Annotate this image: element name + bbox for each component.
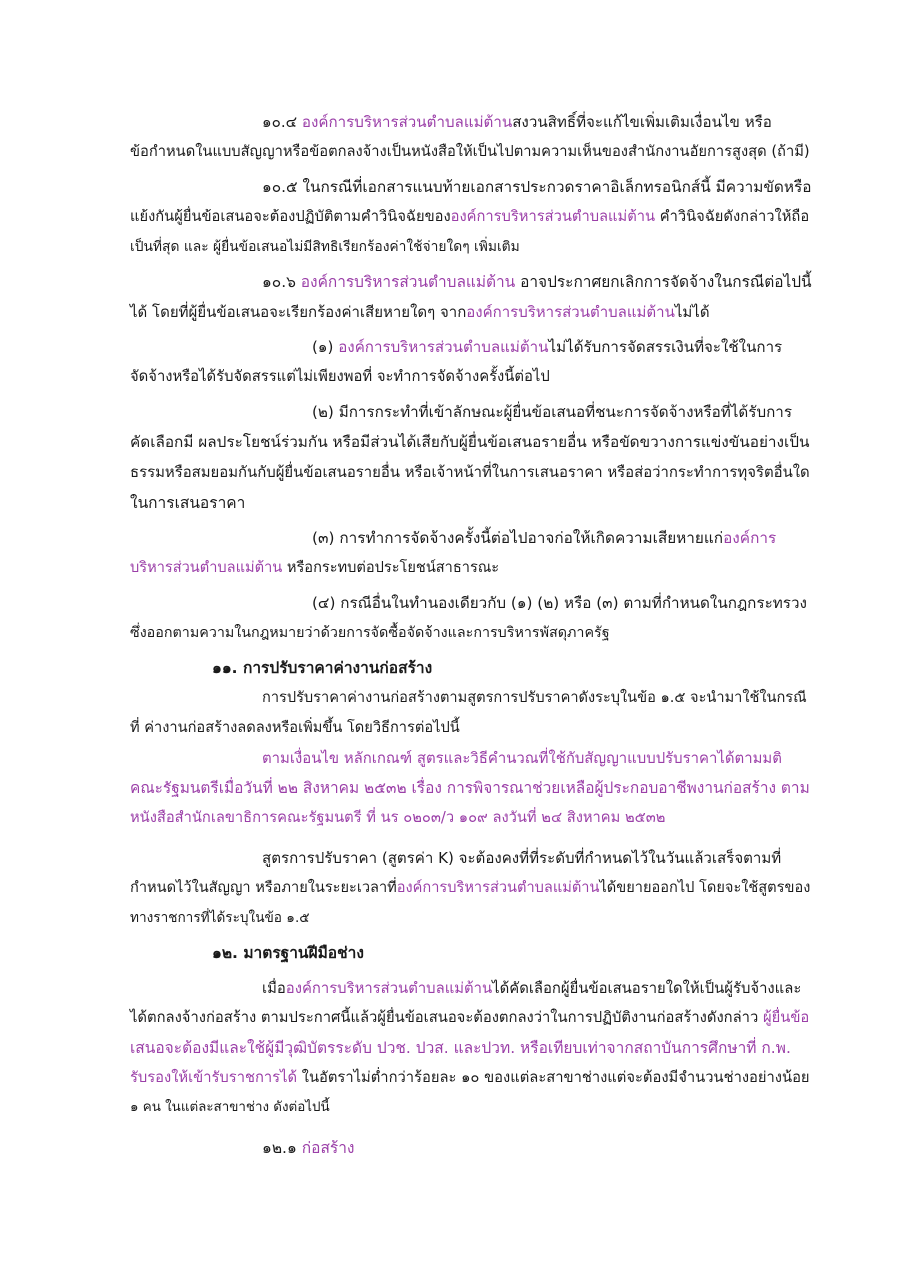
text-segment: (๓) การทำการจัดจ้างครั้งนี้ต่อไปอาจก่อให้เกิดความเสียหายแก่ [312,529,724,547]
text-line [262,1138,355,1158]
text-line [262,748,782,768]
highlighted-text: องค์การบริหารส่วนตำบลแม่ต้าน [300,273,516,291]
text-line [130,1008,809,1028]
text-line [130,718,460,738]
text-line [130,778,810,798]
text-line [130,1098,330,1118]
text-line [130,462,810,482]
text-segment: ในอัตราไม่ต่ำกว่าร้อยละ ๑๐ ของแต่ละสาขาช่างแต่จะต้องมีจำนวนช่างอย่างน้อย [297,1069,810,1086]
text-segment: เป็นที่สุด และ ผู้ยื่นข้อเสนอไม่มีสิทธิเรียกร้องค่าใช้จ่ายใดๆ เพิ่มเติม [130,239,520,255]
text-line [262,272,812,292]
text-segment: คัดเลือกมี ผลประโยชน์ร่วมกัน หรือมีส่วนได้เสียกับผู้ยื่นข้อเสนอรายอื่น หรือขัดขวางการแข่งขันอย่างเป็น [130,433,810,451]
text-line [312,402,792,422]
text-segment: คำวินิจฉัยดังกล่าวให้ถือ [655,208,810,225]
text-line [130,302,710,322]
highlighted-text: องค์การบริหารส่วนตำบลแม่ต้าน [338,338,549,356]
text-segment: (๒) มีการกระทำที่เข้าลักษณะผู้ยื่นข้อเสนอที่ชนะการจัดจ้างหรือที่ได้รับการ [312,403,792,421]
section-heading [212,943,364,963]
text-segment: ๑ คน ในแต่ละสาขาช่าง ดังต่อไปนี้ [130,1100,330,1115]
text-line [262,688,807,708]
text-line [262,978,801,998]
text-line [312,593,807,613]
highlighted-text: รับรองให้เข้ารับราชการได้ [130,1069,298,1086]
text-segment: แย้งกันผู้ยื่นข้อเสนอจะต้องปฏิบัติตามคำวินิจฉัยของ [130,208,451,225]
text-segment: ไม่ได้ [674,303,710,321]
text-segment: ได้คัดเลือกผู้ยื่นข้อเสนอรายใดให้เป็นผู้รับจ้างและ [492,979,802,997]
text-line [130,1038,791,1058]
highlighted-text: องค์การ [723,529,777,547]
highlighted-text: องค์การบริหารส่วนตำบลแม่ต้าน [450,208,656,225]
highlighted-text: ก่อสร้าง [301,1139,355,1157]
text-segment: ๑๐.๕ ในกรณีที่เอกสารแนบท้ายเอกสารประกวดราคาอิเล็กทรอนิกส์นี้ มีความขัดหรือ [262,178,812,196]
text-line [130,367,550,387]
text-line [262,848,781,868]
highlighted-text: ผู้ยื่นข้อ [762,1009,810,1026]
highlighted-text: องค์การบริหารส่วนตำบลแม่ต้าน [396,879,600,896]
text-segment: สงวนสิทธิ์ที่จะแก้ไขเพิ่มเติมเงื่อนไข หรือ [512,113,772,131]
text-line [262,177,812,197]
highlighted-text: คณะรัฐมนตรีเมื่อวันที่ ๒๒ สิงหาคม ๒๕๓๒ เรื่อง การพิจารณาช่วยเหลือผู้ประกอบอาชีพงานก่อสร้าง ตาม [130,779,810,797]
text-segment: กำหนดไว้ในสัญญา หรือภายในระยะเวลาที่ [130,879,397,896]
text-segment: อาจประกาศยกเลิกการจัดจ้างในกรณีต่อไปนี้ [515,273,812,291]
text-segment: (๔) กรณีอื่นในทำนองเดียวกับ (๑) (๒) หรือ (๓) ตามที่กำหนดในกฎกระทรวง [312,594,807,612]
text-line [130,207,809,227]
text-segment: จัดจ้างหรือได้รับจัดสรรแต่ไม่เพียงพอที่ จะทำการจัดจ้างครั้งนี้ต่อไป [130,368,550,385]
text-segment: ทางราชการที่ได้ระบุในข้อ ๑.๕ [130,910,310,926]
text-segment: หรือกระทบต่อประโยชน์สาธารณะ [282,559,500,576]
text-line [130,878,810,898]
section-heading [212,658,432,678]
text-line [312,337,782,357]
text-segment: ๑๑. การปรับราคาค่างานก่อสร้าง [212,659,433,677]
text-line [262,112,772,132]
text-segment: การปรับราคาค่างานก่อสร้างตามสูตรการปรับราคาดังระบุในข้อ ๑.๕ จะนำมาใช้ในกรณี [262,689,807,706]
highlighted-text: องค์การบริหารส่วนตำบลแม่ต้าน [466,303,675,321]
text-segment: ได้ตกลงจ้างก่อสร้าง ตามประกาศนี้แล้วผู้ยื่นข้อเสนอจะต้องตกลงว่าในการปฏิบัติงานก่อสร้างดังกล่าว [130,1009,763,1026]
highlighted-text: หนังสือสำนักเลขาธิการคณะรัฐมนตรี ที่ นร ๐๒๐๓/ว ๑๐๙ ลงวันที่ ๒๔ สิงหาคม ๒๕๓๒ [130,809,666,826]
text-segment: สูตรการปรับราคา (สูตรค่า K) จะต้องคงที่ที่ระดับที่กำหนดไว้ในวันแล้วเสร็จตามที่ [262,849,782,867]
text-line [130,432,809,452]
text-segment: ไม่ได้รับการจัดสรรเงินที่จะใช้ในการ [548,338,783,356]
text-line [312,528,776,548]
text-line [130,808,666,828]
text-line [130,237,520,257]
highlighted-text: ตามเงื่อนไข หลักเกณฑ์ สูตรและวิธีคำนวณที่ใช้กับสัญญาแบบปรับราคาได้ตามมติ [262,749,782,767]
text-segment: ธรรมหรือสมยอมกันกับผู้ยื่นข้อเสนอรายอื่น หรือเจ้าหน้าที่ในการเสนอราคา หรือส่อว่ากระทำการทุจริตอื่นใด [130,463,810,481]
text-segment: ๑๐.๔ [262,113,302,131]
highlighted-text: เสนอจะต้องมีและใช้ผู้มีวุฒิบัตรระดับ ปวช. ปวส. และปวท. หรือเทียบเท่าจากสถาบันการศึกษาที่ ก.พ. [130,1039,791,1057]
text-line [130,908,310,928]
text-line [130,142,810,162]
text-segment: ได้ โดยที่ผู้ยื่นข้อเสนอจะเรียกร้องค่าเสียหายใดๆ จาก [130,303,467,321]
text-line [130,623,610,643]
text-segment: ข้อกำหนดในแบบสัญญาหรือข้อตกลงจ้างเป็นหนังสือให้เป็นไปตามความเห็นของสำนักงานอัยการสูงสุด (ถ้ามี) [130,143,810,160]
text-segment: ๑๒.๑ [262,1139,302,1157]
text-segment: เมื่อ [262,979,286,997]
text-segment: ในการเสนอราคา [130,494,246,512]
text-segment: ได้ขยายออกไป โดยจะใช้สูตรของ [599,879,811,896]
text-line [130,493,245,513]
text-segment: ที่ ค่างานก่อสร้างลดลงหรือเพิ่มขึ้น โดยวิธีการต่อไปนี้ [130,719,460,736]
highlighted-text: องค์การบริหารส่วนตำบลแม่ต้าน [301,113,513,131]
text-segment: ๑๒. มาตรฐานฝีมือช่าง [212,944,364,962]
highlighted-text: องค์การบริหารส่วนตำบลแม่ต้าน [285,979,493,997]
highlighted-text: บริหารส่วนตำบลแม่ต้าน [130,559,283,576]
text-segment: (๑) [312,338,339,356]
text-line [130,1068,810,1088]
text-line [130,558,499,578]
text-segment: ซึ่งออกตามความในกฎหมายว่าด้วยการจัดซื้อจัดจ้างและการบริหารพัสดุภาครัฐ [130,625,610,641]
text-segment: ๑๐.๖ [262,273,301,291]
